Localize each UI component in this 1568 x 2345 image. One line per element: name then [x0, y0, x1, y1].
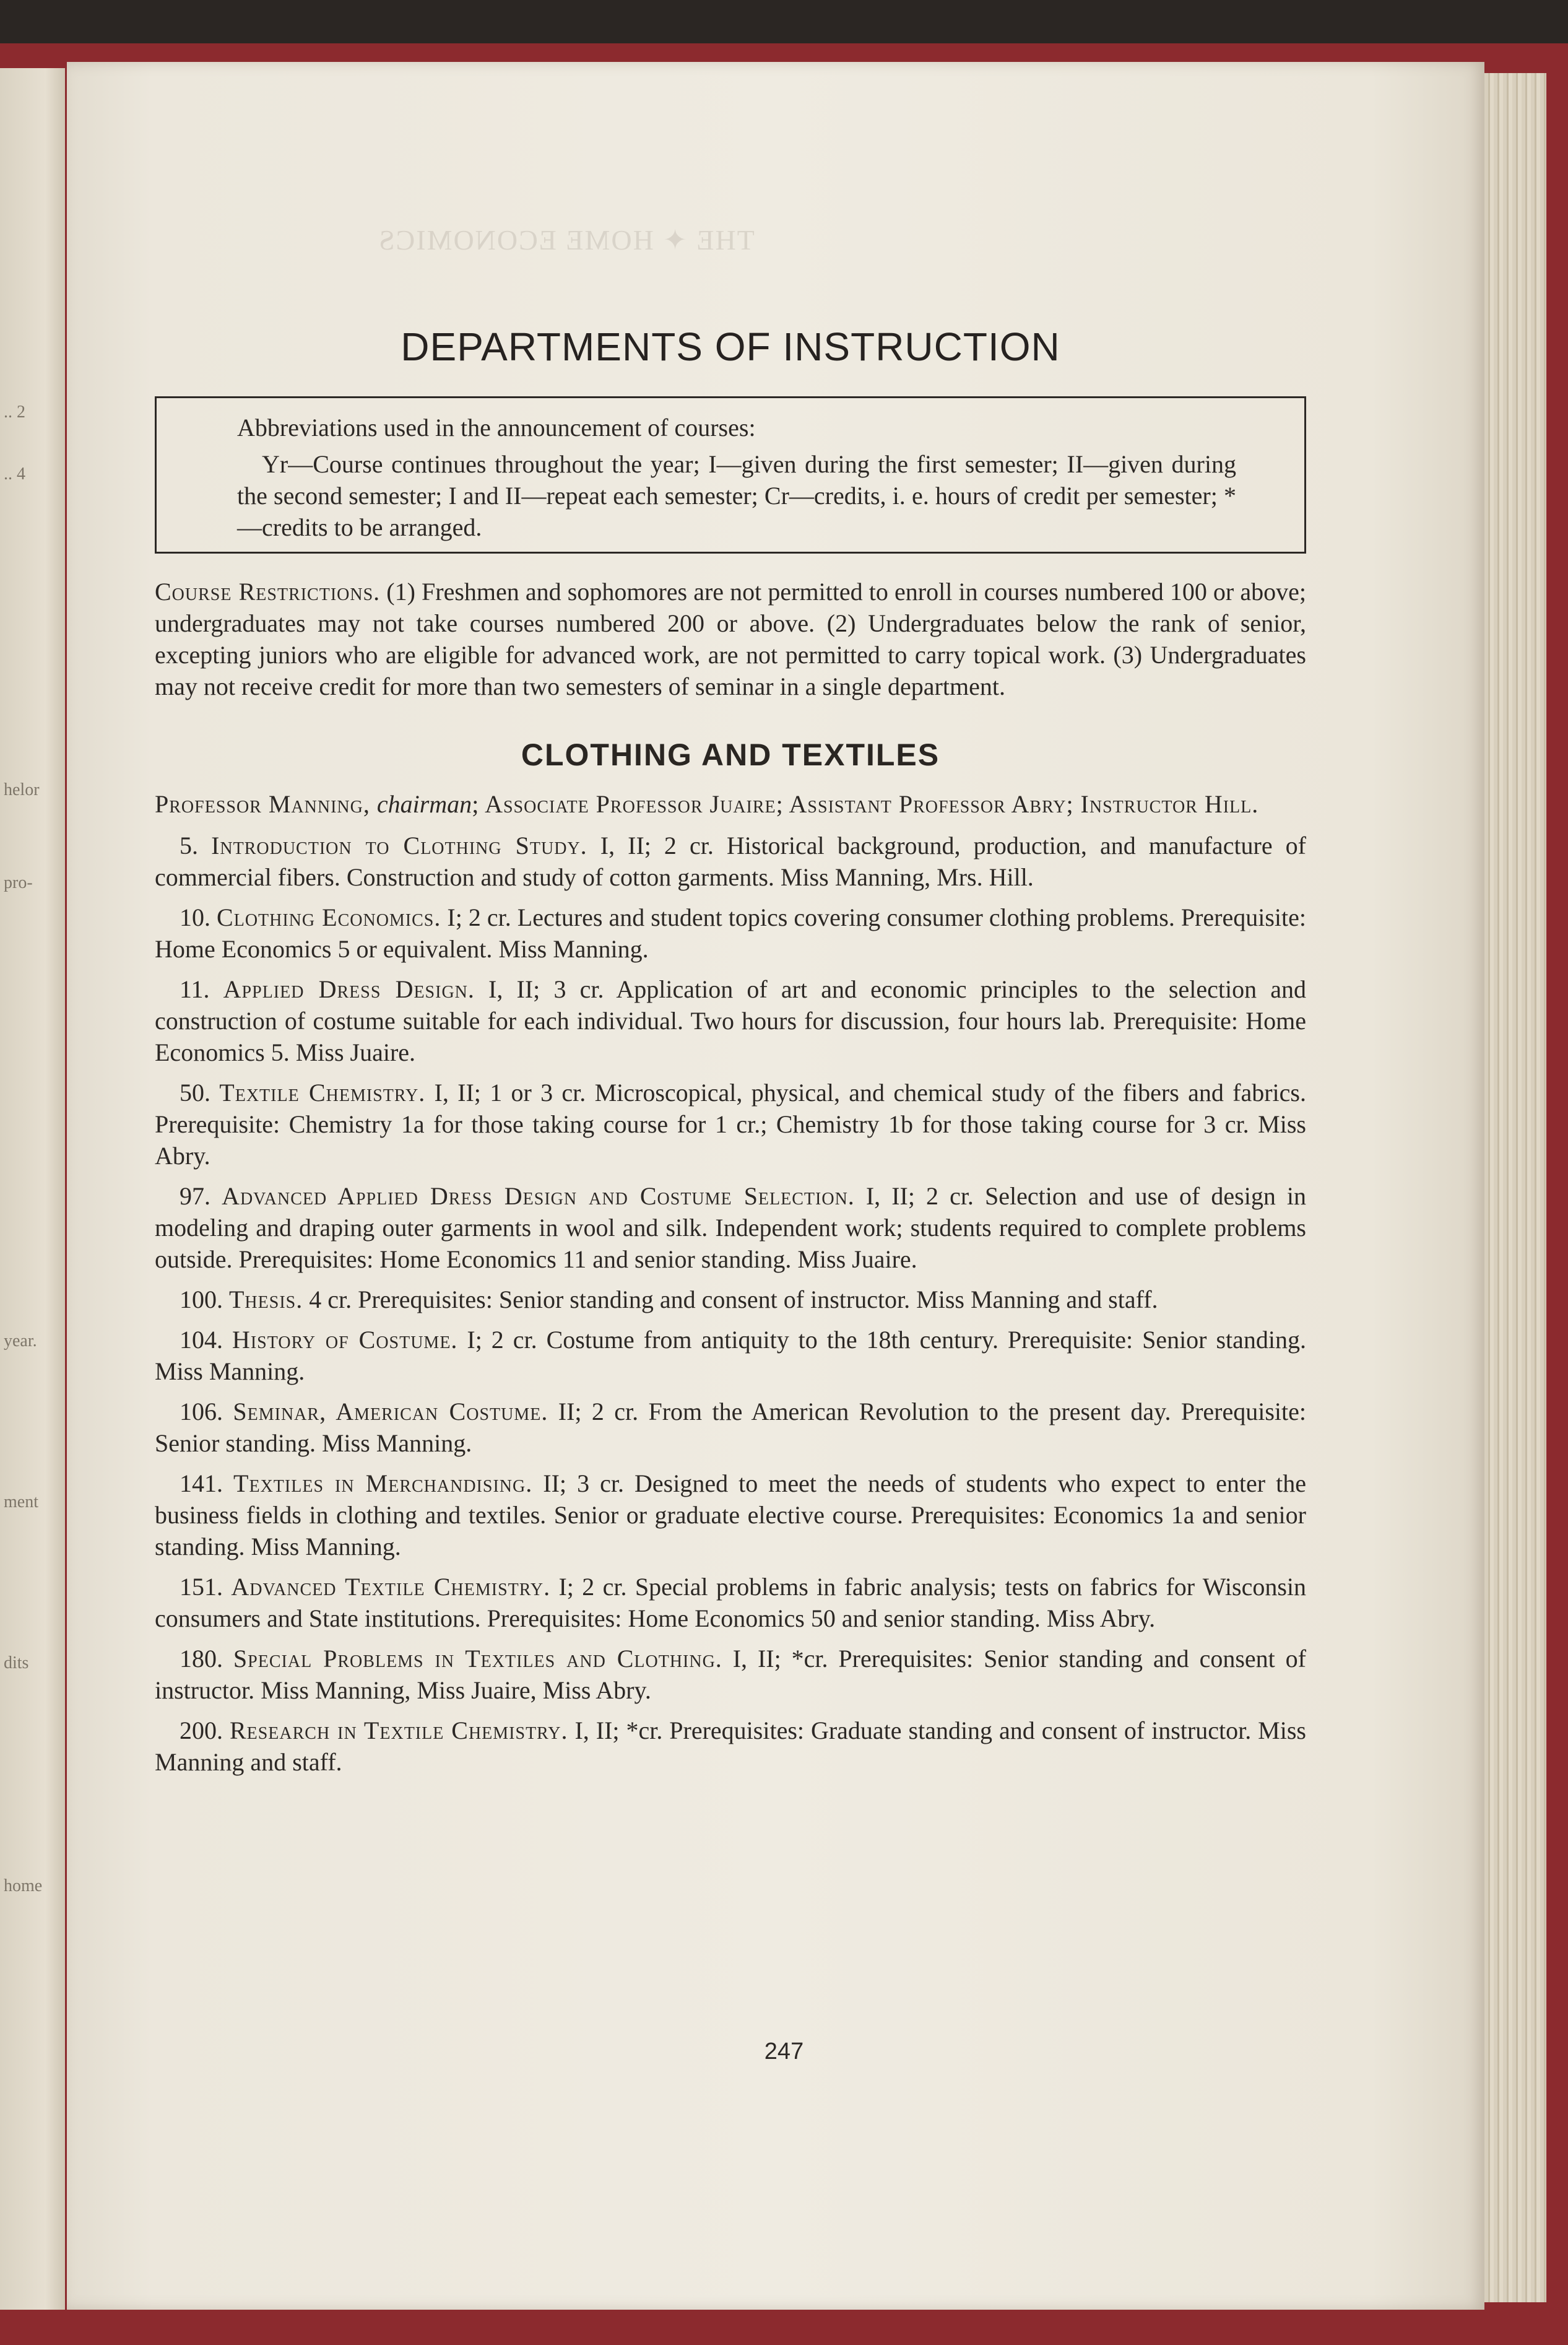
course-title: Seminar, American Costume. — [233, 1398, 548, 1425]
course-description: I, II; *cr. Prerequisites: Graduate standing and consent of instructor. Miss Manning and staff. — [155, 1716, 1306, 1776]
restrictions-text: (1) Freshmen and sophomores are not permitted to enroll in courses numbered 100 or above; undergraduates may not take courses numbered 200 or above. (2) Undergraduates below the rank of senior, excepting juniors who are eligible for advanced work, are not permitted to carry topical work. (3) Undergraduates may not receive credit for more than two semesters of seminar in a single department. — [155, 578, 1306, 700]
faculty-list — [155, 788, 1306, 820]
course-entry — [155, 1643, 1306, 1706]
course-number: 106. — [180, 1398, 223, 1425]
course-entry — [155, 1468, 1306, 1562]
course-entry — [155, 1571, 1306, 1634]
page-edges — [1484, 73, 1546, 2302]
section-title: CLOTHING AND TEXTILES — [521, 737, 940, 772]
restrictions-label: Course Restrictions. — [155, 578, 381, 606]
course-number: 200. — [180, 1716, 223, 1744]
course-description: I, II; 1 or 3 cr. Microscopical, physical, and chemical study of the fibers and fabrics. Prerequisite: Chemistry 1a for those taking course for 1 cr.; Chemistry 1b for those taking course for 3 cr. Miss Abry. — [155, 1079, 1306, 1170]
course-title: Special Problems in Textiles and Clothing. — [233, 1645, 722, 1673]
course-description: I, II; 3 cr. Application of art and economic principles to the selection and construction of costume suitable for each individual. Two hours for discussion, four hours lab. Prerequisite: Home Economics 5. Miss Juaire. — [155, 975, 1307, 1066]
course-description: II; 2 cr. From the American Revolution to the present day. Prerequisite: Senior standing. Miss Manning. — [155, 1398, 1307, 1457]
course-title: History of Costume. — [232, 1326, 458, 1354]
page-title: DEPARTMENTS OF INSTRUCTION — [401, 324, 1060, 369]
course-number: 10. — [180, 903, 210, 931]
course-entry — [155, 1180, 1306, 1275]
course-entry — [155, 1396, 1306, 1459]
course-number: 151. — [180, 1573, 223, 1601]
course-number: 97. — [180, 1182, 210, 1210]
course-entry — [155, 1324, 1306, 1387]
course-title: Applied Dress Design. — [223, 975, 475, 1003]
course-entry — [155, 902, 1306, 965]
page-content — [155, 322, 1306, 1786]
course-description: 4 cr. Prerequisites: Senior standing and consent of instructor. Miss Manning and staff. — [303, 1286, 1158, 1313]
faculty-part-2: ; Associate Professor Juaire; Assistant Professor Abry; Instructor Hill. — [472, 790, 1259, 818]
course-entry — [155, 830, 1306, 893]
bleed-through-text: THE ✦ HOME ECONOMICS — [378, 224, 755, 256]
course-description: I; 2 cr. Special problems in fabric analysis; tests on fabrics for Wisconsin consumers and State institutions. Prerequisites: Home Economics 50 and senior standing. Miss Abry. — [155, 1573, 1307, 1632]
course-title: Advanced Textile Chemistry. — [231, 1573, 551, 1601]
course-title: Research in Textile Chemistry. — [229, 1716, 568, 1744]
course-number: 50. — [180, 1079, 210, 1107]
course-description: I; 2 cr. Costume from antiquity to the 18th century. Prerequisite: Senior standing. Miss Manning. — [155, 1326, 1307, 1385]
course-entry — [155, 973, 1306, 1068]
page-number: 247 — [764, 2038, 804, 2064]
faculty-part-1: Professor Manning, — [155, 790, 377, 818]
course-description: I, II; *cr. Prerequisites: Senior standing and consent of instructor. Miss Manning, Miss Juaire, Miss Abry. — [155, 1645, 1306, 1704]
course-number: 11. — [180, 975, 210, 1003]
faculty-chair: chairman — [376, 790, 472, 818]
course-number: 100. — [180, 1286, 223, 1313]
course-restrictions — [155, 576, 1306, 702]
course-number: 180. — [180, 1645, 223, 1673]
course-title: Advanced Applied Dress Design and Costume Selection. — [222, 1182, 855, 1210]
course-description: I, II; 2 cr. Historical background, production, and manufacture of commercial fibers. Construction and study of cotton garments. Miss Manning, Mrs. Hill. — [155, 832, 1307, 891]
course-title: Clothing Economics. — [217, 903, 441, 931]
course-entry — [155, 1284, 1306, 1315]
course-title: Thesis. — [229, 1286, 303, 1313]
course-description: I; 2 cr. Lectures and student topics covering consumer clothing problems. Prerequisite: Home Economics 5 or equivalent. Miss Manning. — [155, 903, 1307, 963]
previous-page-edge: .. 2 .. 4 helor pro- year. ment dits home — [0, 68, 65, 2310]
course-number: 5. — [180, 832, 198, 859]
abbreviations-box — [155, 396, 1306, 554]
abbreviations-body: Yr—Course continues throughout the year; I—given during the first semester; II—given during the second semester; I and II—repeat each semester; Cr—credits, i. e. hours of credit per semester; *—credits to be arranged. — [237, 450, 1236, 541]
course-number: 104. — [180, 1326, 223, 1354]
course-title: Textiles in Merchandising. — [233, 1469, 533, 1497]
course-description: II; 3 cr. Designed to meet the needs of students who expect to enter the business fields in clothing and textiles. Senior or graduate elective course. Prerequisites: Economics 1a and senior standing. Miss Manning. — [155, 1469, 1306, 1560]
course-title: Introduction to Clothing Study. — [211, 832, 587, 859]
course-number: 141. — [180, 1469, 223, 1497]
course-entry — [155, 1715, 1306, 1778]
course-entry — [155, 1077, 1306, 1172]
abbreviations-intro: Abbreviations used in the announcement of courses: — [237, 414, 756, 442]
course-title: Textile Chemistry. — [219, 1079, 426, 1107]
course-description: I, II; 2 cr. Selection and use of design in modeling and draping outer garments in wool and silk. Independent work; students required to complete problems outside. Prerequisites: Home Economics 11 and senior standing. Miss Juaire. — [155, 1182, 1307, 1273]
